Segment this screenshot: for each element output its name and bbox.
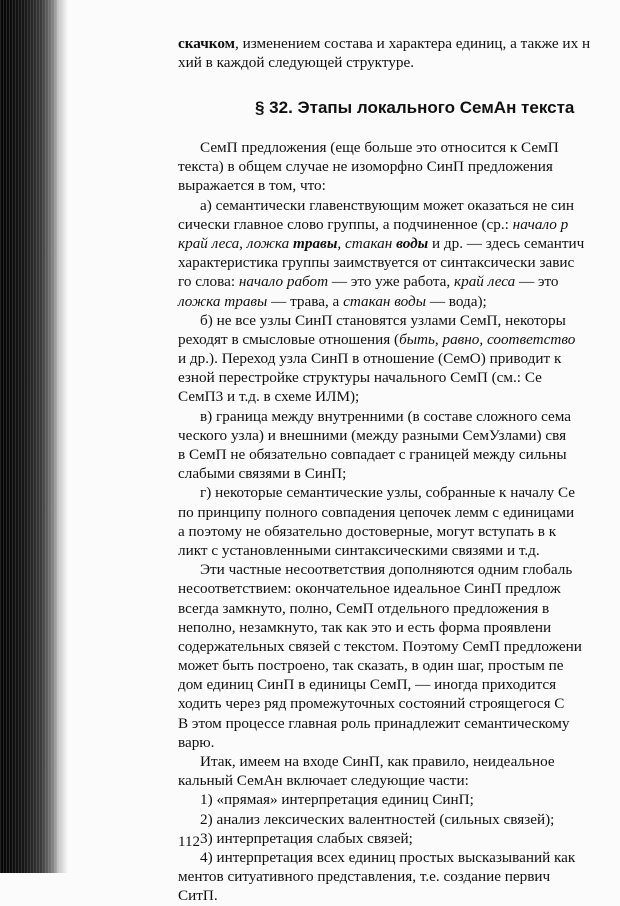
- text-line: [178, 53, 620, 72]
- text-line: [178, 771, 584, 790]
- text-line: [178, 560, 584, 579]
- text-run: 2) анализ лексических валентностей (сильных связей);: [200, 810, 555, 828]
- text-run: травы: [293, 234, 338, 252]
- text-run: а) семантически главенствующим может оказаться не син: [200, 196, 575, 214]
- text-line: [178, 483, 584, 502]
- intro-paragraph: [178, 34, 620, 72]
- text-run: край леса: [178, 234, 240, 252]
- text-line: [178, 675, 584, 694]
- text-run: езной перестройке структуры начального СемП (см.: Се: [178, 369, 542, 387]
- text-run: слабыми связями в СинП;: [178, 465, 347, 483]
- text-run: г) некоторые семантические узлы, собранные к началу Се: [200, 484, 576, 502]
- text-line: [178, 522, 584, 541]
- text-line: [178, 426, 584, 445]
- text-run: содержательных связей с текстом. Поэтому СемП предложени: [178, 637, 582, 655]
- text-run: неполно, незамкнуто, так как это и есть форма проявлени: [178, 618, 552, 636]
- text-line: [178, 157, 584, 176]
- text-line: [178, 829, 584, 848]
- text-line: [178, 292, 584, 311]
- text-run: может быть построено, так сказать, в один шаг, простым пе: [178, 657, 564, 675]
- text-line: [178, 867, 584, 886]
- text-run: стакан: [344, 234, 397, 252]
- text-line: [178, 810, 584, 829]
- text-run: Эти частные несоответствия дополняются одним глобаль: [200, 561, 573, 579]
- text-line: [178, 349, 584, 368]
- text-run: ,: [337, 234, 345, 252]
- text-line: [178, 34, 620, 53]
- text-line: [178, 886, 584, 905]
- text-run: в) граница между внутренними (в составе сложного сема: [200, 407, 572, 425]
- text-line: [178, 599, 584, 618]
- page-text-block: [178, 34, 620, 72]
- text-run: хий в каждой следующей структуре.: [178, 54, 415, 72]
- text-run: — это уже работа,: [328, 273, 455, 291]
- text-run: край леса: [454, 273, 516, 291]
- text-line: [178, 637, 584, 656]
- text-line: [178, 215, 584, 234]
- text-run: ложка: [246, 234, 294, 252]
- text-run: несоответствием: окончательное идеальное СинП предлож: [178, 580, 561, 598]
- text-line: [178, 790, 584, 809]
- text-line: [178, 714, 584, 733]
- text-line: [178, 176, 584, 195]
- text-run: всегда замкнуто, полно, СемП отдельного предложения в: [178, 599, 550, 617]
- text-line: [178, 253, 584, 272]
- text-run: СитП.: [178, 887, 218, 905]
- text-line: [178, 445, 584, 464]
- text-line: [178, 503, 584, 522]
- text-run: В этом процессе главная роль принадлежит семантическому: [178, 714, 570, 732]
- text-run: го слова:: [178, 273, 239, 291]
- text-run: начало работ: [238, 273, 329, 291]
- page-number: 112: [178, 834, 200, 850]
- text-run: 4) интерпретация всех единиц простых высказываний как: [200, 848, 576, 866]
- text-line: [178, 196, 584, 215]
- text-run: варю.: [178, 733, 215, 751]
- text-run: СемП предложения (еще больше это относится к СемП: [200, 139, 559, 156]
- text-line: [178, 234, 584, 253]
- text-line: [178, 464, 584, 483]
- text-run: и др.). Переход узла СинП в отношение (СемО) приводит к: [178, 350, 562, 368]
- text-run: 3) интерпретация слабых связей;: [200, 829, 413, 847]
- text-run: стакан воды: [343, 292, 427, 310]
- text-run: — вода);: [426, 292, 487, 310]
- text-line: [178, 272, 584, 291]
- text-line: [178, 407, 584, 426]
- text-run: характеристика группы заимствуется от синтаксически завис: [178, 254, 575, 272]
- text-line: [178, 656, 584, 675]
- text-run: СемП3 и т.д. в схеме ИЛМ);: [178, 388, 360, 406]
- text-run: ментов ситуативного представления, т.е. создание первич: [178, 868, 551, 886]
- text-run: начало р: [512, 215, 569, 233]
- text-run: ликт с установленными синтаксическими связями и т.д.: [178, 541, 540, 559]
- text-line: [178, 579, 584, 598]
- text-run: в СемП не обязательно совпадает с границей между сильны: [178, 446, 567, 463]
- text-run: ,: [239, 234, 247, 252]
- text-run: ходить через ряд промежуточных состояний строящегося С: [178, 695, 565, 713]
- text-run: а поэтому не обязательно достоверные, могут вступать в к: [178, 522, 557, 540]
- text-line: [178, 848, 584, 867]
- text-line: [178, 330, 584, 349]
- text-run: ческого узла) и внешними (между разными СемУзлами) свя: [178, 426, 567, 444]
- text-run: Итак, имеем на входе СинП, как правило, неидеальное: [200, 753, 555, 770]
- text-run: выражается в том, что:: [178, 177, 326, 195]
- text-run: быть, равно, соответство: [399, 330, 576, 348]
- body-paragraphs: [178, 138, 584, 906]
- book-binding-shadow: [0, 0, 60, 873]
- text-line: [178, 311, 584, 330]
- text-run: и др. — здесь семантич: [428, 234, 585, 252]
- text-run: реходят в смысловые отношения (: [178, 330, 400, 348]
- text-run: воды: [396, 234, 429, 252]
- text-line: [178, 387, 584, 406]
- text-line: [178, 368, 584, 387]
- text-line: [178, 618, 584, 637]
- text-run: б) не все узлы СинП становятся узлами СемП, некоторы: [200, 311, 566, 329]
- text-run: кальный СемАн включает следующие части:: [178, 772, 469, 790]
- section-heading: § 32. Этапы локального СемАн текста: [255, 98, 575, 117]
- text-run: скачком: [178, 35, 236, 52]
- text-run: сически главное слово группы, а подчиненное (ср.:: [178, 215, 513, 233]
- text-run: текста) в общем случае не изоморфно СинП предложения: [178, 158, 553, 176]
- text-run: — трава, а: [267, 292, 344, 310]
- text-line: [178, 694, 584, 713]
- text-run: ложка травы: [178, 292, 268, 310]
- text-line: [178, 138, 584, 157]
- text-run: по принципу полного совпадения цепочек лемм с единицами: [178, 503, 575, 521]
- text-run: , изменением состава и характера единиц, а также их н: [235, 35, 591, 52]
- text-line: [178, 752, 584, 771]
- text-line: [178, 541, 584, 560]
- text-line: [178, 733, 584, 752]
- text-run: 1) «прямая» интерпретация единиц СинП;: [200, 791, 474, 809]
- text-run: дом единиц СинП в единицы СемП, — иногда приходится: [178, 676, 557, 694]
- text-run: — это: [515, 273, 559, 291]
